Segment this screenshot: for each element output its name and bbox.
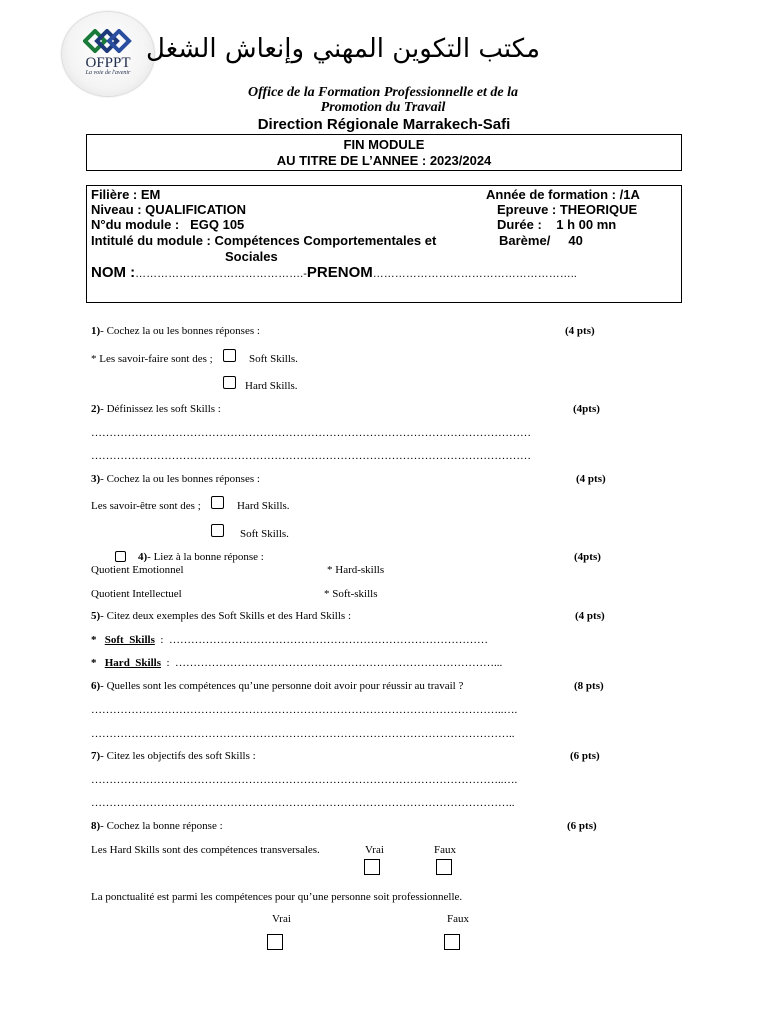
q3-checkbox-hard-skills[interactable] xyxy=(211,496,224,509)
q8-s1-vrai-label: Vrai xyxy=(365,844,384,856)
q1-option-soft-skills: Soft Skills. xyxy=(249,353,298,365)
q4-left-2: Quotient Intellectuel xyxy=(91,588,182,600)
q4-right-2: * Soft-skills xyxy=(324,588,378,600)
module-number: N°du module : EGQ 105 xyxy=(91,217,245,232)
logo-text: OFPPT xyxy=(85,55,131,71)
q8-s1-faux-checkbox[interactable] xyxy=(436,859,452,875)
q5-soft-skills-row: * Soft Skills : …………………………………………………………………………… xyxy=(91,634,488,646)
nom-field[interactable]: ……………………………………….- xyxy=(135,268,307,280)
q4-points: (4pts) xyxy=(574,551,601,563)
ofppt-logo xyxy=(62,12,154,96)
q3-stem: Les savoir-être sont des ; xyxy=(91,500,201,512)
q8-title: 8)- Cochez la bonne réponse : xyxy=(91,820,223,832)
filiere: Filière : EM xyxy=(91,187,161,202)
office-line-2: Promotion du Travail xyxy=(320,100,446,115)
q5-title: 5)- Citez deux exemples des Soft Skills et des Hard Skills : xyxy=(91,610,352,622)
q4-title: 4)- Liez à la bonne réponse : xyxy=(138,551,264,563)
nom-label: NOM : xyxy=(91,264,136,281)
q1-points: (4 pts) xyxy=(565,325,595,337)
q5-hard-skills-row: * Hard Skills : ……………………………………………………………………………... xyxy=(91,657,503,669)
fin-module-title: FIN MODULE xyxy=(343,137,425,152)
q1-stem: * Les savoir-faire sont des ; xyxy=(91,353,213,365)
q8-s1-faux-label: Faux xyxy=(434,844,456,856)
q6-points: (8 pts) xyxy=(574,680,604,692)
q3-title: 3)- Cochez la ou les bonnes réponses : xyxy=(91,473,260,485)
q2-title: 2)- Définissez les soft Skills : xyxy=(91,403,221,415)
q8-statement-1: Les Hard Skills sont des compétences transversales. xyxy=(91,844,320,856)
school-year: AU TITRE DE L’ANNEE : 2023/2024 xyxy=(276,153,492,168)
q8-statement-2: La ponctualité est parmi les compétences pour qu’une personne soit professionnelle. xyxy=(91,891,463,903)
epreuve: Epreuve : THEORIQUE xyxy=(497,202,638,217)
logo-tagline: La voie de l'avenir xyxy=(85,70,131,76)
q2-answer-line-1[interactable]: ………………………………………………………………………………………………………… xyxy=(91,427,531,439)
direction-title: Direction Régionale Marrakech-Safi xyxy=(257,116,511,133)
q5-soft-skills-field[interactable]: : …………………………………………………………………………… xyxy=(154,634,488,646)
niveau: Niveau : QUALIFICATION xyxy=(91,202,247,217)
q5-hard-skills-field[interactable]: : ……………………………………………………………………………... xyxy=(161,657,503,669)
logo-diamonds-icon xyxy=(83,29,133,53)
q8-s1-vrai-checkbox[interactable] xyxy=(364,859,380,875)
q6-answer-line-1[interactable]: …………………………………………………………………………………………………..…. xyxy=(91,704,518,716)
q3-option-hard-skills: Hard Skills. xyxy=(237,500,290,512)
q3-points: (4 pts) xyxy=(576,473,606,485)
q7-answer-line-1[interactable]: …………………………………………………………………………………………………..…. xyxy=(91,774,518,786)
office-line-1: Office de la Formation Professionnelle et de la xyxy=(248,85,518,100)
q4-right-1: * Hard-skills xyxy=(327,564,385,576)
q1-title: 1)- Cochez la ou les bonnes réponses : xyxy=(91,325,260,337)
prenom-field[interactable]: ……………………………………………….. xyxy=(372,268,577,280)
q8-s2-vrai-label: Vrai xyxy=(272,913,291,925)
intitule-module: Intitulé du module : Compétences Comportementales et xyxy=(91,233,437,248)
intitule-module-cont: Sociales xyxy=(225,249,278,264)
q5-points: (4 pts) xyxy=(575,610,605,622)
q4-left-1: Quotient Emotionnel xyxy=(91,564,184,576)
q2-answer-line-2[interactable]: ………………………………………………………………………………………………………… xyxy=(91,450,531,462)
q1-checkbox-soft-skills[interactable] xyxy=(223,349,236,362)
prenom-label: PRENOM xyxy=(306,264,373,281)
q6-answer-line-2[interactable]: …………………………………………………………………………………………………….. xyxy=(91,728,515,740)
q7-points: (6 pts) xyxy=(570,750,600,762)
q3-option-soft-skills: Soft Skills. xyxy=(240,528,289,540)
q2-points: (4pts) xyxy=(573,403,600,415)
q4-small-checkbox[interactable] xyxy=(115,551,126,562)
q6-title: 6)- Quelles sont les compétences qu’une personne doit avoir pour réussir au travail ? xyxy=(91,680,464,692)
q3-checkbox-soft-skills[interactable] xyxy=(211,524,224,537)
name-line xyxy=(91,264,577,281)
annee-formation: Année de formation : /1A xyxy=(486,187,640,202)
q1-checkbox-hard-skills[interactable] xyxy=(223,376,236,389)
q8-s2-faux-checkbox[interactable] xyxy=(444,934,460,950)
arabic-title: مكتب التكوين المهني وإنعاش الشغل xyxy=(146,34,540,64)
q7-title: 7)- Citez les objectifs des soft Skills : xyxy=(91,750,256,762)
q7-answer-line-2[interactable]: …………………………………………………………………………………………………….. xyxy=(91,797,515,809)
q8-s2-faux-label: Faux xyxy=(447,913,469,925)
bareme: Barème/ 40 xyxy=(499,233,583,248)
duree: Durée : 1 h 00 mn xyxy=(497,217,617,232)
q8-s2-vrai-checkbox[interactable] xyxy=(267,934,283,950)
q1-option-hard-skills: Hard Skills. xyxy=(245,380,298,392)
q8-points: (6 pts) xyxy=(567,820,597,832)
